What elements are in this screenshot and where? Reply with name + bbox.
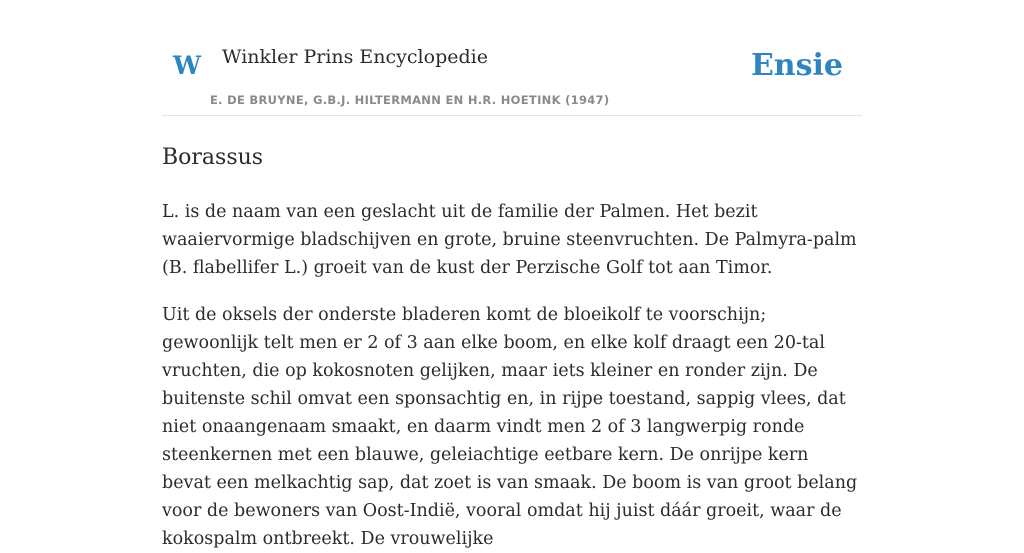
article-paragraph: Uit de oksels der onderste bladeren komt de bloeikolf te voorschijn; gewoonlijk telt men er 2 of 3 aan elke boom, en elke kolf draagt een 20-tal vruchten, die op kokosnoten gelijken, maar iets kleiner en ronder zijn. De buitenste schil omvat een sponsachtig en, in rijpe toestand, sappig vlees, dat niet onaangenaam smaakt, en daarm vindt men 2 of 3 langwerpig ronde steenkernen met een blauwe, geleiachtige eetbare kern. De onrijpe kern bevat een melkachtig sap, dat zoet is van smaak. De boom is van groot belang voor de bewoners van Oost-Indië, vooral omdat hij juist dáár groeit, waar de kokospalm ontbreekt. De vrouwelijke [162, 305, 858, 549]
page [162, 0, 862, 549]
publication-logo[interactable]: W [173, 51, 202, 80]
ensie-logo-link[interactable]: Ensie [750, 48, 843, 83]
article-paragraph: L. is de naam van een geslacht uit de familie der Palmen. Het bezit waaiervormige bladschijven en grote, bruine steenvruchten. De Palmyra-palm (B. flabellifer L.) groeit van de kust der Perzische Golf tot aan Timor. [162, 202, 857, 278]
publication-authors: E. DE BRUYNE, G.B.J. HILTERMANN EN H.R. HOETINK (1947) [210, 93, 610, 107]
site-header [162, 0, 862, 116]
publication-title[interactable]: Winkler Prins Encyclopedie [222, 46, 488, 68]
article-title: Borassus [162, 145, 264, 170]
